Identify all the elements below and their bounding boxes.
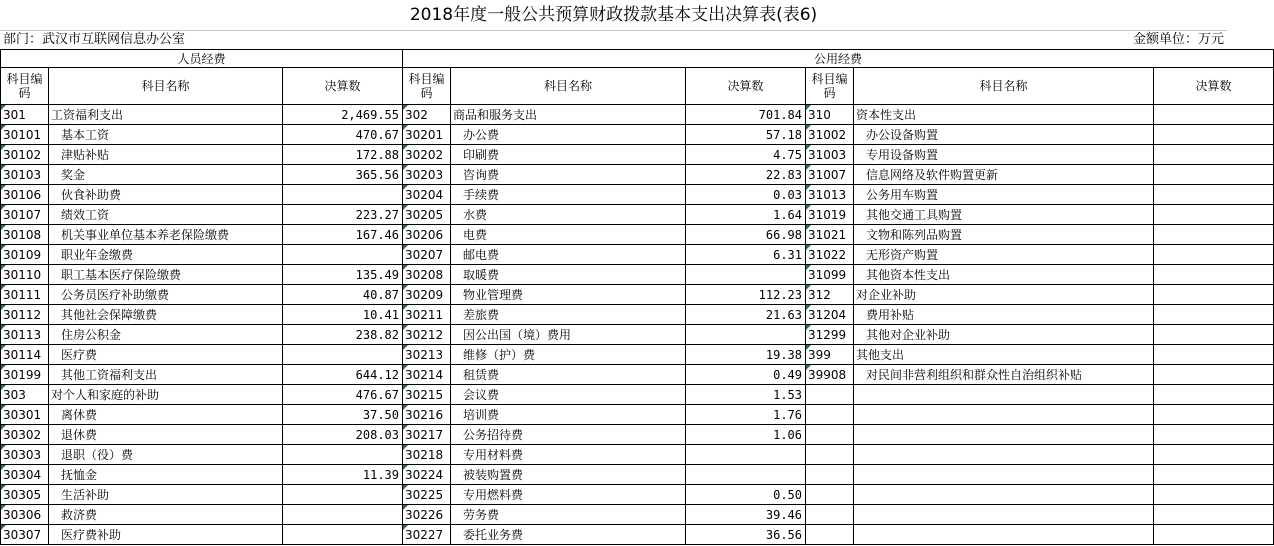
cell-name: 离休费	[49, 405, 283, 425]
cell-code: 312	[806, 285, 854, 305]
table-row	[1, 345, 1274, 365]
cell-name: 专用设备购置	[854, 145, 1154, 165]
cell-code: 30209	[403, 285, 451, 305]
cell-amount	[1154, 145, 1274, 165]
cell-amount	[283, 485, 403, 505]
cell-code: 30225	[403, 485, 451, 505]
cell-name: 手续费	[451, 185, 686, 205]
cell-code: 30203	[403, 165, 451, 185]
cell-amount	[1154, 525, 1274, 545]
cell-amount	[686, 265, 806, 285]
cell-code: 31002	[806, 125, 854, 145]
cell-name: 基本工资	[49, 125, 283, 145]
unit-label: 金额单位：万元	[1132, 32, 1224, 47]
cell-name: 会议费	[451, 385, 686, 405]
table-row	[1, 465, 1274, 485]
cell-code	[806, 465, 854, 485]
group-personnel: 人员经费	[1, 50, 403, 68]
cell-code: 30109	[1, 245, 49, 265]
cell-amount	[1154, 485, 1274, 505]
cell-code: 30103	[1, 165, 49, 185]
cell-name: 专用材料费	[451, 445, 686, 465]
header-code: 科目编码	[806, 68, 854, 105]
cell-name: 对个人和家庭的补助	[49, 385, 283, 405]
table-row	[1, 405, 1274, 425]
cell-name: 其他交通工具购置	[854, 205, 1154, 225]
cell-name: 生活补助	[49, 485, 283, 505]
cell-amount: 39.46	[686, 505, 806, 525]
cell-code: 301	[1, 105, 49, 125]
cell-amount: 238.82	[283, 325, 403, 345]
cell-code: 30212	[403, 325, 451, 345]
meta-bar	[0, 31, 1227, 49]
table-row	[1, 265, 1274, 285]
cell-amount	[1154, 245, 1274, 265]
header-code: 科目编码	[403, 68, 451, 105]
cell-name: 邮电费	[451, 245, 686, 265]
cell-name: 对民间非营利组织和群众性自治组织补贴	[854, 365, 1154, 385]
cell-amount	[283, 505, 403, 525]
cell-name: 劳务费	[451, 505, 686, 525]
cell-amount: 21.63	[686, 305, 806, 325]
cell-amount	[1154, 225, 1274, 245]
cell-amount	[1154, 105, 1274, 125]
cell-code: 30208	[403, 265, 451, 285]
cell-name: 租赁费	[451, 365, 686, 385]
cell-code: 31299	[806, 325, 854, 345]
cell-code	[806, 425, 854, 445]
table-row	[1, 425, 1274, 445]
cell-amount	[1154, 305, 1274, 325]
cell-code: 31022	[806, 245, 854, 265]
cell-amount	[686, 445, 806, 465]
cell-amount: 57.18	[686, 125, 806, 145]
cell-amount: 1.64	[686, 205, 806, 225]
cell-code: 31099	[806, 265, 854, 285]
cell-amount	[1154, 165, 1274, 185]
cell-name: 其他对企业补助	[854, 325, 1154, 345]
cell-name: 信息网络及软件购置更新	[854, 165, 1154, 185]
cell-code: 30106	[1, 185, 49, 205]
header-amount: 决算数	[1154, 68, 1274, 105]
cell-code: 30214	[403, 365, 451, 385]
cell-code: 30226	[403, 505, 451, 525]
cell-name: 绩效工资	[49, 205, 283, 225]
cell-amount	[1154, 365, 1274, 385]
cell-amount: 0.03	[686, 185, 806, 205]
cell-amount: 40.87	[283, 285, 403, 305]
cell-code: 30216	[403, 405, 451, 425]
cell-code: 30224	[403, 465, 451, 485]
cell-code: 399	[806, 345, 854, 365]
cell-name: 退休费	[49, 425, 283, 445]
cell-amount	[1154, 425, 1274, 445]
cell-name: 水费	[451, 205, 686, 225]
cell-name: 对企业补助	[854, 285, 1154, 305]
header-name: 科目名称	[49, 68, 283, 105]
department-label: 部门：武汉市互联网信息办公室	[3, 32, 186, 47]
cell-name: 退职（役）费	[49, 445, 283, 465]
cell-name: 公务招待费	[451, 425, 686, 445]
cell-amount: 19.38	[686, 345, 806, 365]
cell-code: 30114	[1, 345, 49, 365]
cell-code: 30213	[403, 345, 451, 365]
cell-code: 302	[403, 105, 451, 125]
cell-name: 无形资产购置	[854, 245, 1154, 265]
cell-code: 30202	[403, 145, 451, 165]
cell-code: 30199	[1, 365, 49, 385]
header-name: 科目名称	[451, 68, 686, 105]
cell-name: 津贴补贴	[49, 145, 283, 165]
cell-name: 办公设备购置	[854, 125, 1154, 145]
cell-code: 30302	[1, 425, 49, 445]
cell-name: 医疗费补助	[49, 525, 283, 545]
cell-amount: 22.83	[686, 165, 806, 185]
cell-name: 住房公积金	[49, 325, 283, 345]
cell-name: 抚恤金	[49, 465, 283, 485]
table-row	[1, 285, 1274, 305]
table-row	[1, 225, 1274, 245]
cell-name: 物业管理费	[451, 285, 686, 305]
cell-amount: 208.03	[283, 425, 403, 445]
cell-code: 30110	[1, 265, 49, 285]
cell-code: 30206	[403, 225, 451, 245]
page-title: 2018年度一般公共预算财政拨款基本支出决算表(表6)	[0, 0, 1227, 31]
cell-amount: 1.76	[686, 405, 806, 425]
cell-name: 医疗费	[49, 345, 283, 365]
table-body	[1, 105, 1274, 545]
cell-amount	[1154, 385, 1274, 405]
cell-amount	[1154, 405, 1274, 425]
cell-amount	[1154, 445, 1274, 465]
cell-amount	[283, 185, 403, 205]
cell-amount	[1154, 505, 1274, 525]
cell-code: 30307	[1, 525, 49, 545]
cell-amount	[1154, 345, 1274, 365]
cell-name: 差旅费	[451, 305, 686, 325]
cell-amount	[283, 245, 403, 265]
cell-name: 电费	[451, 225, 686, 245]
cell-name: 咨询费	[451, 165, 686, 185]
cell-code: 30107	[1, 205, 49, 225]
cell-code	[806, 385, 854, 405]
cell-amount: 644.12	[283, 365, 403, 385]
cell-amount: 1.53	[686, 385, 806, 405]
table-row	[1, 305, 1274, 325]
cell-code: 30201	[403, 125, 451, 145]
cell-name: 救济费	[49, 505, 283, 525]
cell-name: 工资福利支出	[49, 105, 283, 125]
table-row	[1, 325, 1274, 345]
table-row	[1, 445, 1274, 465]
cell-amount: 112.23	[686, 285, 806, 305]
cell-amount: 365.56	[283, 165, 403, 185]
cell-amount: 476.67	[283, 385, 403, 405]
table-row	[1, 365, 1274, 385]
cell-amount: 37.50	[283, 405, 403, 425]
cell-name: 办公费	[451, 125, 686, 145]
cell-name: 伙食补助费	[49, 185, 283, 205]
column-header-row	[1, 68, 1274, 105]
cell-code: 30217	[403, 425, 451, 445]
cell-code: 30227	[403, 525, 451, 545]
group-header-row	[1, 50, 1274, 68]
cell-name: 被装购置费	[451, 465, 686, 485]
cell-amount: 36.56	[686, 525, 806, 545]
cell-amount	[1154, 285, 1274, 305]
cell-code: 30306	[1, 505, 49, 525]
cell-code	[806, 445, 854, 465]
cell-name: 职业年金缴费	[49, 245, 283, 265]
table-row	[1, 525, 1274, 545]
cell-name: 其他资本性支出	[854, 265, 1154, 285]
cell-name: 商品和服务支出	[451, 105, 686, 125]
table-row	[1, 205, 1274, 225]
cell-name	[854, 425, 1154, 445]
cell-amount	[686, 325, 806, 345]
cell-amount: 223.27	[283, 205, 403, 225]
cell-code: 39908	[806, 365, 854, 385]
cell-name: 文物和陈列品购置	[854, 225, 1154, 245]
cell-code: 30204	[403, 185, 451, 205]
cell-amount: 66.98	[686, 225, 806, 245]
cell-code: 30301	[1, 405, 49, 425]
cell-amount: 11.39	[283, 465, 403, 485]
header-amount: 决算数	[283, 68, 403, 105]
table-row	[1, 185, 1274, 205]
cell-amount: 172.88	[283, 145, 403, 165]
cell-code: 31003	[806, 145, 854, 165]
table-row	[1, 165, 1274, 185]
cell-code: 30112	[1, 305, 49, 325]
cell-amount: 470.67	[283, 125, 403, 145]
cell-name	[854, 505, 1154, 525]
cell-code: 30102	[1, 145, 49, 165]
cell-name	[854, 385, 1154, 405]
cell-amount	[686, 465, 806, 485]
cell-code: 31013	[806, 185, 854, 205]
header-code: 科目编码	[1, 68, 49, 105]
cell-amount	[1154, 205, 1274, 225]
header-name: 科目名称	[854, 68, 1154, 105]
cell-name	[854, 405, 1154, 425]
cell-amount	[1154, 185, 1274, 205]
cell-amount	[1154, 265, 1274, 285]
cell-amount: 0.50	[686, 485, 806, 505]
cell-code	[806, 485, 854, 505]
group-public: 公用经费	[403, 50, 1274, 68]
cell-amount: 0.49	[686, 365, 806, 385]
table-row	[1, 485, 1274, 505]
cell-code: 30108	[1, 225, 49, 245]
cell-name: 专用燃料费	[451, 485, 686, 505]
cell-code: 30111	[1, 285, 49, 305]
cell-name: 培训费	[451, 405, 686, 425]
cell-name: 职工基本医疗保险缴费	[49, 265, 283, 285]
cell-code: 30215	[403, 385, 451, 405]
cell-code: 30207	[403, 245, 451, 265]
cell-amount	[283, 445, 403, 465]
cell-code: 30211	[403, 305, 451, 325]
cell-amount: 4.75	[686, 145, 806, 165]
cell-name: 公务员医疗补助缴费	[49, 285, 283, 305]
cell-name	[854, 445, 1154, 465]
cell-amount: 167.46	[283, 225, 403, 245]
cell-amount: 135.49	[283, 265, 403, 285]
cell-code: 30101	[1, 125, 49, 145]
cell-code: 31204	[806, 305, 854, 325]
cell-code: 31007	[806, 165, 854, 185]
cell-name: 其他社会保障缴费	[49, 305, 283, 325]
cell-name: 奖金	[49, 165, 283, 185]
table-row	[1, 245, 1274, 265]
cell-code: 31021	[806, 225, 854, 245]
cell-code: 31019	[806, 205, 854, 225]
cell-code: 30304	[1, 465, 49, 485]
cell-code: 30303	[1, 445, 49, 465]
cell-code: 30218	[403, 445, 451, 465]
expenditure-table	[0, 49, 1274, 545]
header-amount: 决算数	[686, 68, 806, 105]
cell-amount: 1.06	[686, 425, 806, 445]
cell-name: 资本性支出	[854, 105, 1154, 125]
cell-name	[854, 525, 1154, 545]
table-row	[1, 385, 1274, 405]
cell-amount	[283, 345, 403, 365]
cell-code: 30205	[403, 205, 451, 225]
cell-name: 委托业务费	[451, 525, 686, 545]
cell-name: 取暖费	[451, 265, 686, 285]
cell-amount	[1154, 125, 1274, 145]
table-row	[1, 505, 1274, 525]
cell-code	[806, 525, 854, 545]
cell-name: 因公出国（境）费用	[451, 325, 686, 345]
table-row	[1, 145, 1274, 165]
table-row	[1, 125, 1274, 145]
cell-name: 费用补贴	[854, 305, 1154, 325]
cell-code: 30305	[1, 485, 49, 505]
cell-name: 其他支出	[854, 345, 1154, 365]
cell-code: 303	[1, 385, 49, 405]
cell-amount	[1154, 465, 1274, 485]
cell-amount: 701.84	[686, 105, 806, 125]
cell-code: 30113	[1, 325, 49, 345]
cell-amount	[1154, 325, 1274, 345]
cell-amount	[283, 525, 403, 545]
cell-name	[854, 485, 1154, 505]
cell-amount: 10.41	[283, 305, 403, 325]
cell-name	[854, 465, 1154, 485]
table-row	[1, 105, 1274, 125]
cell-name: 公务用车购置	[854, 185, 1154, 205]
cell-code: 310	[806, 105, 854, 125]
cell-name: 印刷费	[451, 145, 686, 165]
cell-name: 其他工资福利支出	[49, 365, 283, 385]
cell-name: 机关事业单位基本养老保险缴费	[49, 225, 283, 245]
cell-code	[806, 405, 854, 425]
cell-name: 维修（护）费	[451, 345, 686, 365]
cell-amount: 2,469.55	[283, 105, 403, 125]
cell-code	[806, 505, 854, 525]
cell-amount: 6.31	[686, 245, 806, 265]
